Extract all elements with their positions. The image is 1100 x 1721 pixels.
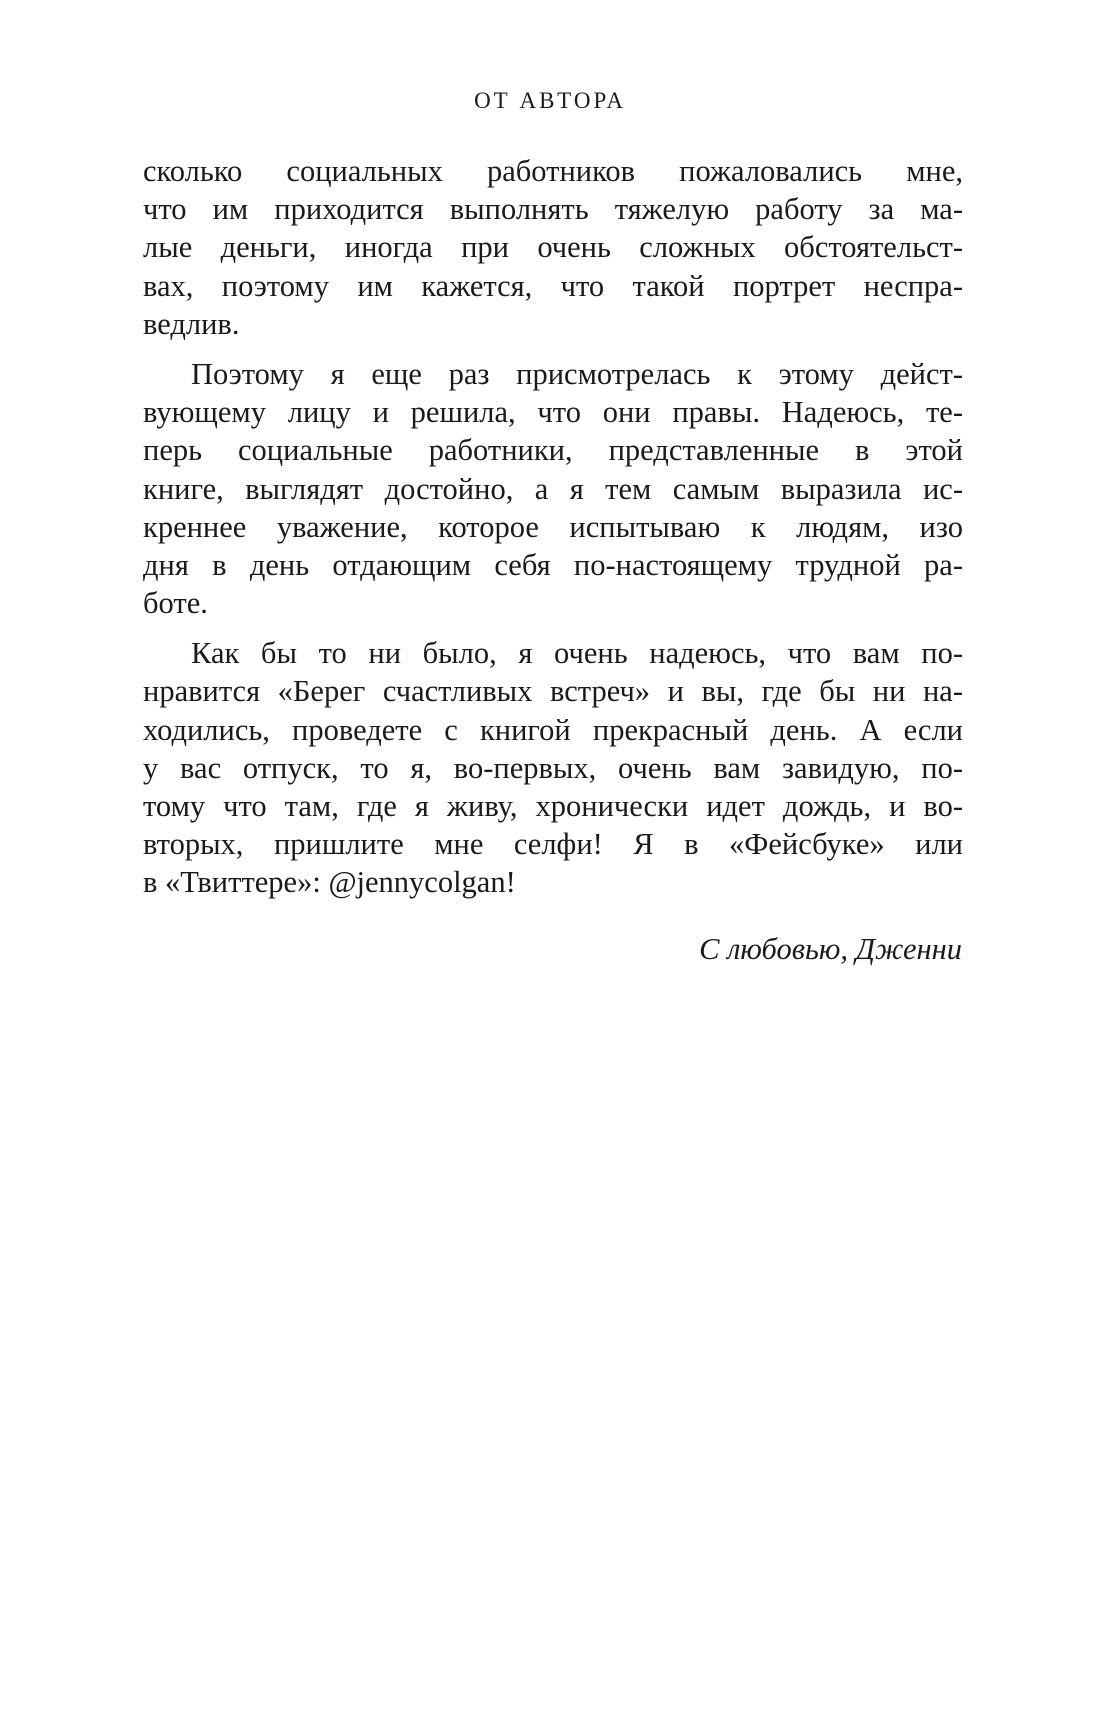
text-line: креннее уважение, которое испытываю к людям, изо [143, 509, 963, 544]
text-line: нравится «Берег счастливых встреч» и вы, где бы ни на- [143, 674, 963, 709]
author-signature: С любовью, Дженни [699, 932, 962, 966]
text-line: Поэтому я еще раз присмотрелась к этому дейст- [191, 356, 963, 391]
paragraph [143, 634, 963, 901]
text-line: в «Твиттере»: @jennycolgan! [143, 865, 516, 900]
text-line: сколько социальных работников пожаловались мне, [143, 154, 963, 188]
text-line: Как бы то ни было, я очень надеюсь, что вам по- [191, 636, 963, 671]
text-line: перь социальные работники, представленные в этой [143, 433, 963, 468]
text-line: книге, выглядят достойно, а я тем самым выразила ис- [143, 471, 963, 506]
paragraph [143, 152, 963, 343]
text-line: ходились, проведете с книгой прекрасный день. А если [143, 712, 963, 747]
paragraph [143, 355, 963, 622]
text-line: вах, поэтому им кажется, что такой портрет неспра- [143, 268, 963, 303]
text-line: вторых, пришлите мне селфи! Я в «Фейсбуке» или [143, 827, 963, 862]
text-line: тому что там, где я живу, хронически идет дождь, и во- [143, 789, 963, 823]
text-line: дня в день отдающим себя по-настоящему трудной ра- [143, 547, 963, 582]
text-line: ведлив. [143, 306, 240, 341]
text-line: что им приходится выполнять тяжелую работу за ма- [143, 192, 963, 227]
running-title: ОТ АВТОРА [474, 88, 626, 113]
text-line: боте. [143, 586, 208, 621]
body-text [143, 152, 963, 902]
text-line: лые деньги, иногда при очень сложных обстоятельст- [143, 230, 963, 265]
text-line: у вас отпуск, то я, во-первых, очень вам завидую, по- [143, 750, 963, 785]
text-line: вующему лицу и решила, что они правы. Надеюсь, те- [143, 395, 963, 430]
